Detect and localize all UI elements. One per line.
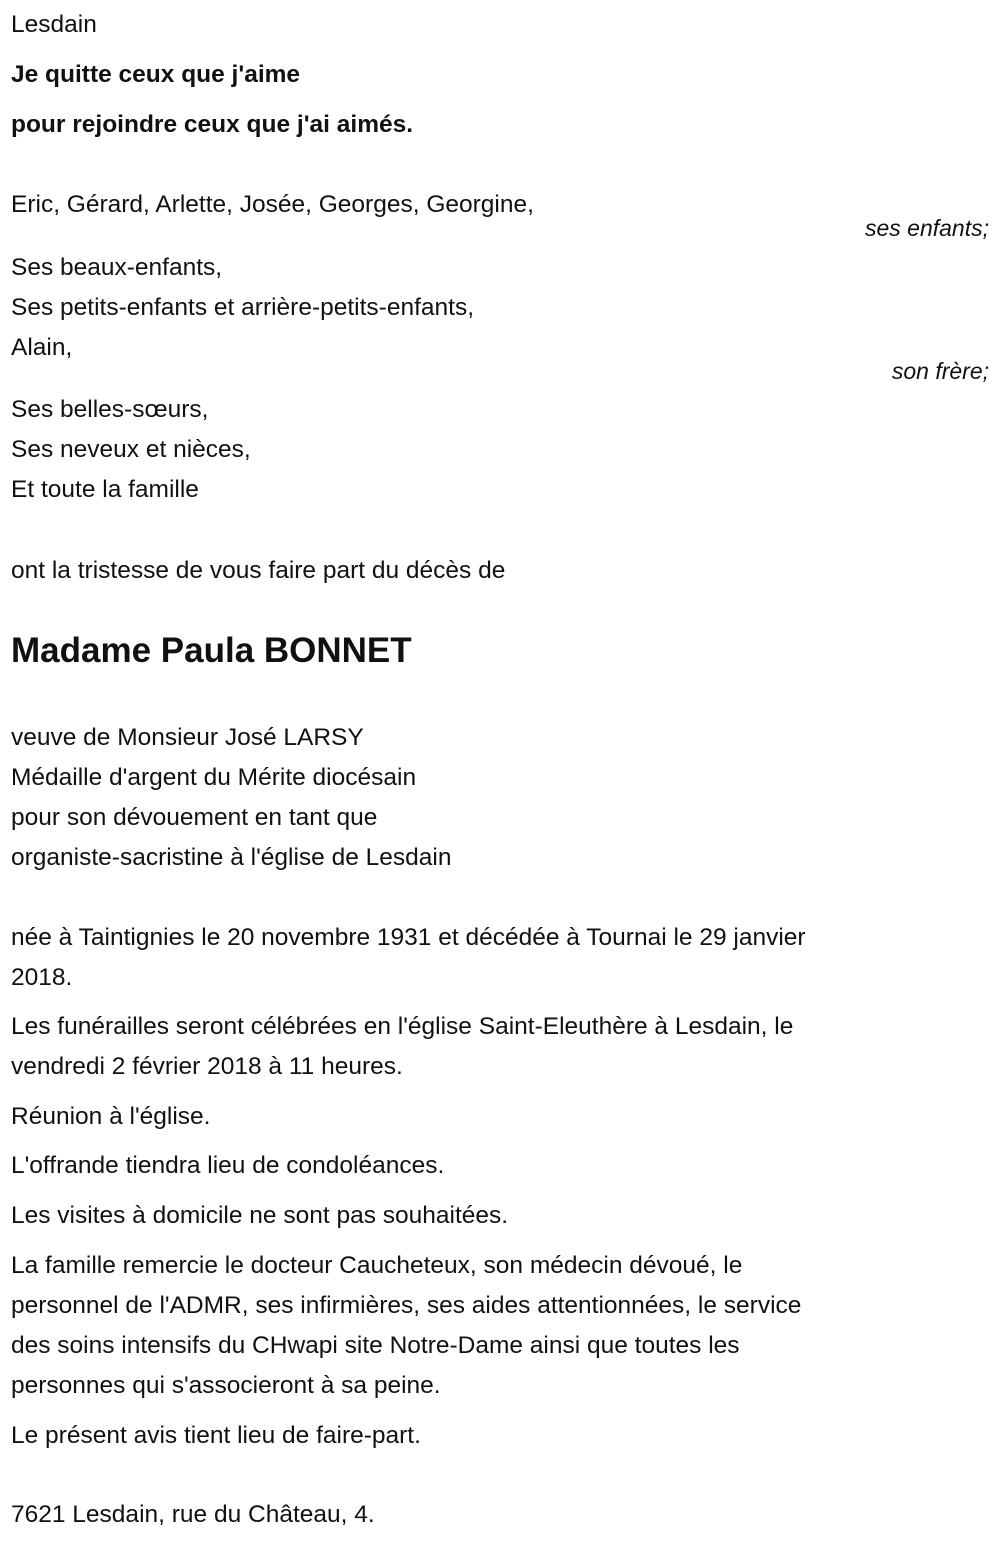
brother-role: son frère; (891, 358, 989, 384)
funeral-line: vendredi 2 février 2018 à 11 heures. (11, 1053, 403, 1080)
family-line: Ses neveux et nièces, (11, 436, 251, 463)
notice: Le présent avis tient lieu de faire-part. (11, 1422, 421, 1449)
thanks-line: personnel de l'ADMR, ses infirmières, ses aides attentionnées, le service (11, 1292, 802, 1319)
address: 7621 Lesdain, rue du Château, 4. (11, 1501, 375, 1528)
thanks-line: La famille remercie le docteur Caucheteux, son médecin dévoué, le (11, 1252, 743, 1279)
offering: L'offrande tiendra lieu de condoléances. (11, 1152, 445, 1179)
children-role: ses enfants; (864, 215, 989, 241)
family-line: Alain, (11, 334, 73, 361)
bio-line: pour son dévouement en tant que (11, 804, 378, 831)
thanks-line: des soins intensifs du CHwapi site Notre-Dame ainsi que toutes les (11, 1332, 740, 1359)
bio-line: veuve de Monsieur José LARSY (11, 724, 364, 751)
family-line: Ses beaux-enfants, (11, 254, 223, 281)
quote-line: Je quitte ceux que j'aime (11, 61, 301, 88)
family-line: Ses petits-enfants et arrière-petits-enfants, (11, 294, 474, 321)
birth-death-line: née à Taintignies le 20 novembre 1931 et décédée à Tournai le 29 janvier (11, 924, 806, 951)
thanks-line: personnes qui s'associeront à sa peine. (11, 1372, 441, 1399)
birth-death-line: 2018. (11, 964, 73, 991)
place: Lesdain (11, 11, 97, 38)
children-names: Eric, Gérard, Arlette, Josée, Georges, Georgine, (11, 191, 534, 218)
meeting: Réunion à l'église. (11, 1103, 211, 1130)
bio-line: organiste-sacristine à l'église de Lesdain (11, 844, 452, 871)
visits: Les visites à domicile ne sont pas souhaitées. (11, 1202, 509, 1229)
bio-line: Médaille d'argent du Mérite diocésain (11, 764, 417, 791)
family-line: Ses belles-sœurs, (11, 396, 209, 423)
funeral-line: Les funérailles seront célébrées en l'église Saint-Eleuthère à Lesdain, le (11, 1013, 794, 1040)
announcement: ont la tristesse de vous faire part du décès de (11, 557, 506, 584)
family-line: Et toute la famille (11, 476, 199, 503)
deceased-name: Madame Paula BONNET (11, 631, 412, 670)
quote-line: pour rejoindre ceux que j'ai aimés. (11, 111, 414, 138)
